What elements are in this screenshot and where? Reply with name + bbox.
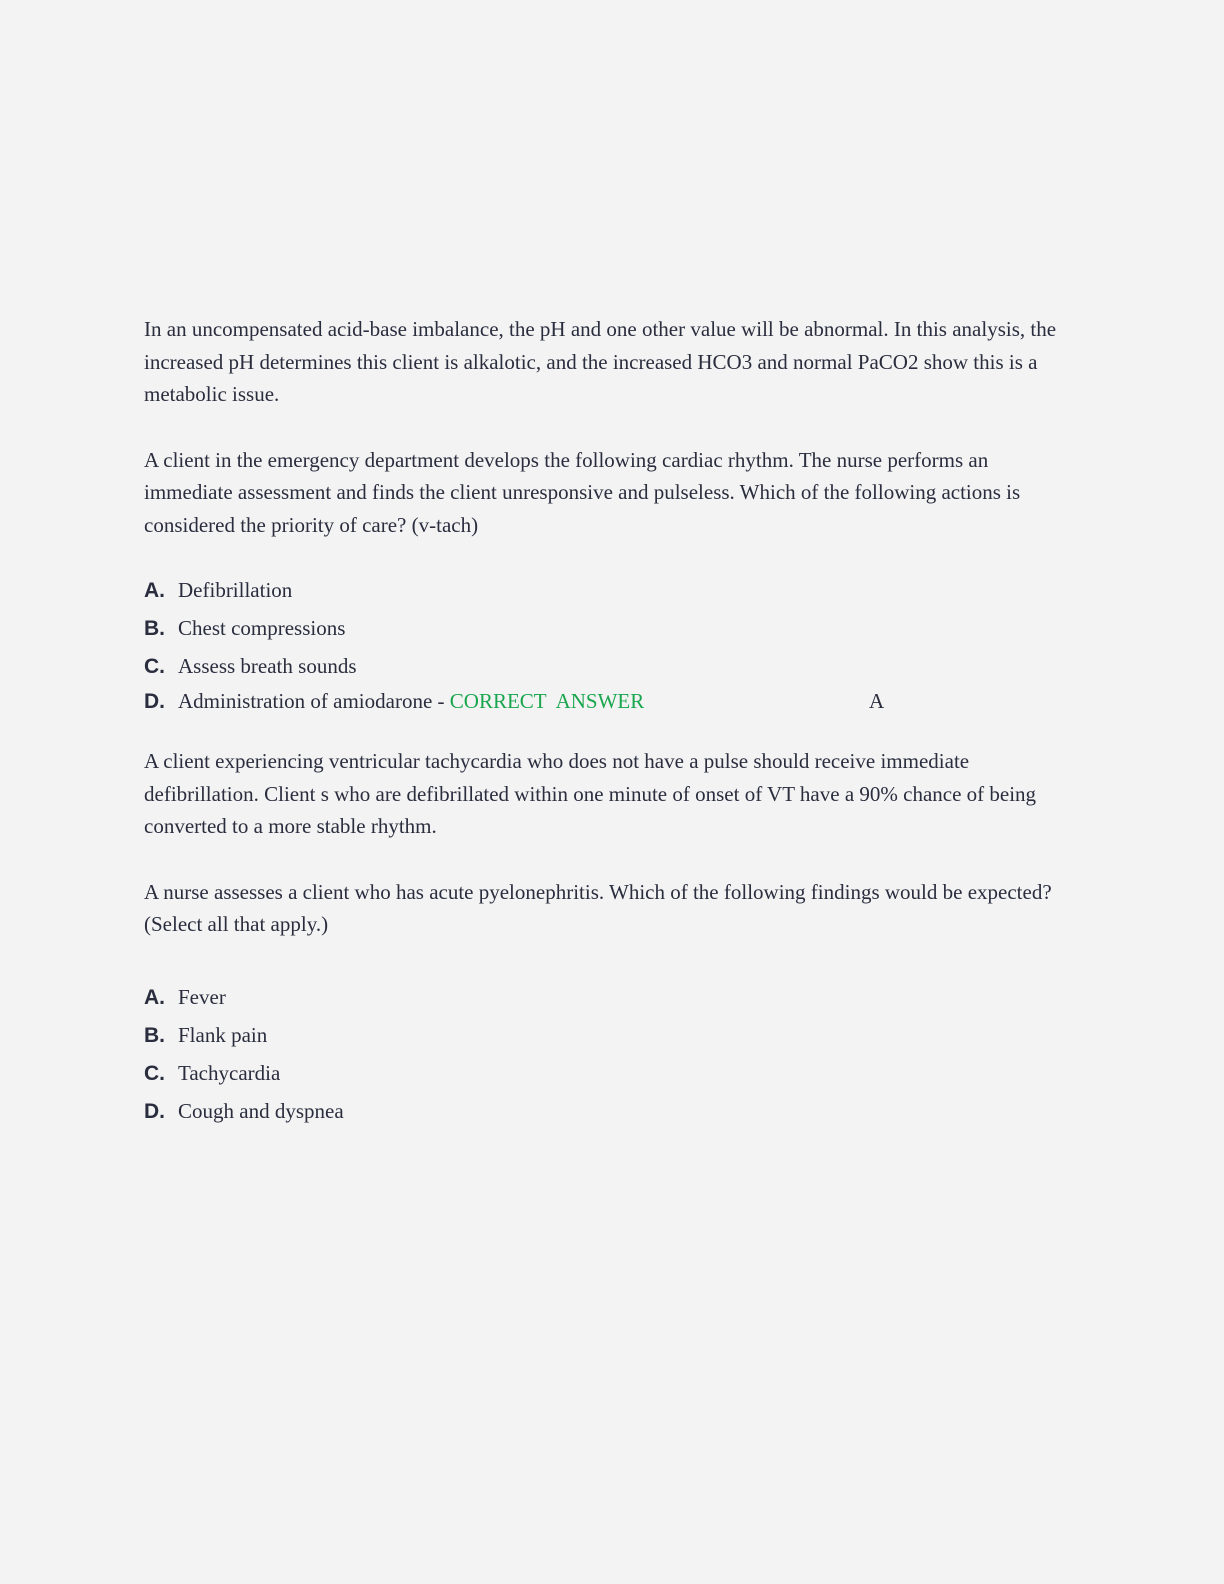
option-letter: B. [144,1023,165,1047]
option-text: Cough and dyspnea [178,1098,344,1123]
option-text: Chest compressions [178,616,346,640]
option-text: Tachycardia [178,1060,281,1085]
option-letter: C. [144,655,165,678]
option-letter: B. [144,617,165,640]
option-text: Administration of amiodarone - [178,689,450,713]
question-cardiac-rhythm: A client in the emergency department develops the following cardiac rhythm. The nurse performs an immediate assessment and finds the client unresponsive and pulseless. Which of the following actions is considered the priority of care? (v-tach) [144,447,1021,537]
option-a [144,571,1074,609]
option-letter: D. [144,690,165,713]
option-text: Defibrillation [178,578,293,602]
option-c [144,647,1074,685]
explanation-vtach: A client experiencing ventricular tachycardia who does not have a pulse should receive immediate defibrillation. Client s who are defibrillated within one minute of onset of VT have a 90% chance of being converted to a more stable rhythm. [144,749,1037,838]
option-d [144,1092,1074,1130]
option-text: Flank pain [178,1022,268,1047]
option-letter: A. [144,985,165,1009]
option-c [144,1054,1074,1092]
option-letter: A. [144,579,165,602]
options-pyelonephritis [144,978,1074,1130]
correct-answer-label: CORRECT ANSWER [449,689,645,713]
option-a [144,978,1074,1016]
question-pyelonephritis: A nurse assesses a client who has acute pyelonephritis. Which of the following findings would be expected? (Select all that apply.) [144,879,1052,936]
option-b [144,1016,1074,1054]
option-d [144,685,1074,717]
document-page [144,313,1074,1130]
option-text: Assess breath sounds [178,654,357,678]
option-letter: D. [144,1099,165,1123]
correct-answer-letter: A [869,689,885,713]
option-text: Fever [178,984,226,1009]
explanation-acid-base: In an uncompensated acid-base imbalance, the pH and one other value will be abnormal. In this analysis, the increased pH determines this client is alkalotic, and the increased HCO3 and normal PaCO2 show this is a metabolic issue. [144,317,1057,406]
option-b [144,609,1074,647]
option-letter: C. [144,1061,165,1085]
options-cardiac-rhythm [144,571,1074,717]
